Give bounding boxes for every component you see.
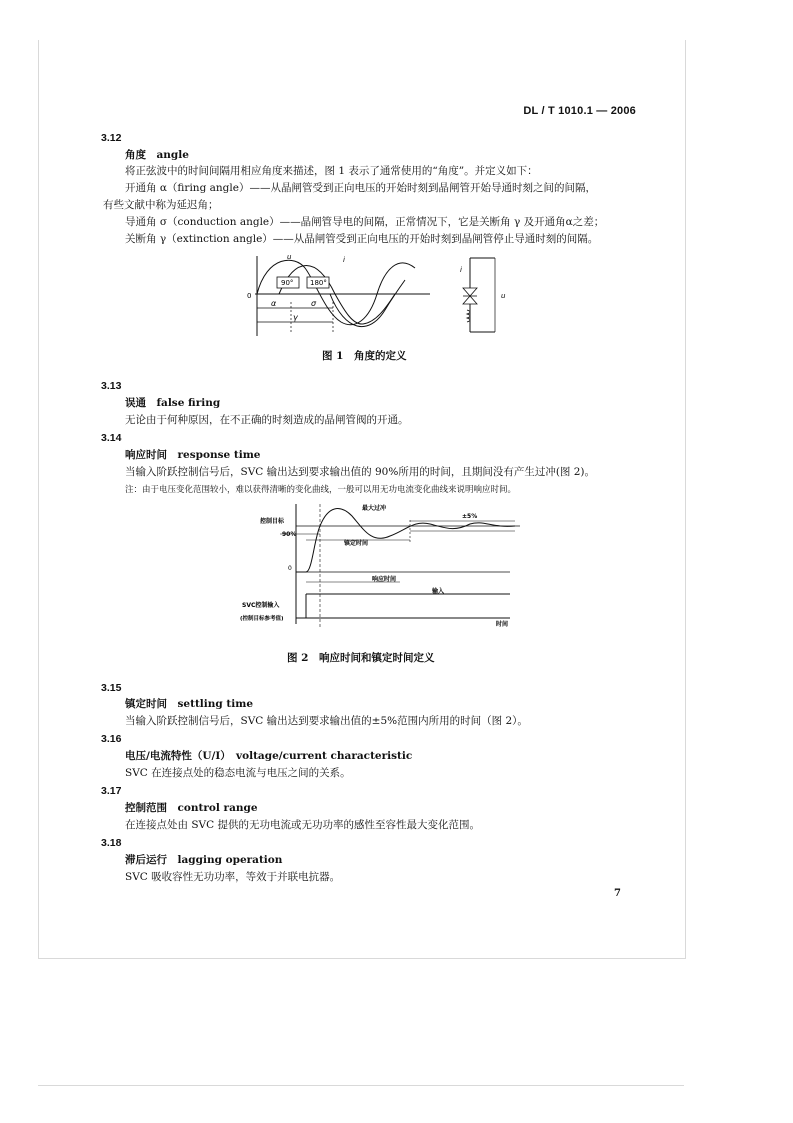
clause-term: 响应时间 response time xyxy=(125,449,261,461)
label-svc-input: SVC控制输入 xyxy=(242,602,280,609)
clause-term: 滞后运行 lagging operation xyxy=(125,854,283,866)
clause-term: 误通 false firing xyxy=(125,397,221,409)
label-pm5: ±5% xyxy=(462,513,478,520)
clause-text: 当输入阶跃控制信号后，SVC 输出达到要求输出值的±5%范围内所用的时间（图 2）。 xyxy=(125,715,528,727)
figure-2-response-diagram xyxy=(240,500,530,630)
figure-1-caption: 图 1 角度的定义 xyxy=(322,350,407,362)
figure-1-angle-diagram xyxy=(245,250,515,345)
clause-note: 注：由于电压变化范围较小，难以获得清晰的变化曲线，一般可以用无功电流变化曲线来说明响应时间。 xyxy=(125,485,517,495)
label-max-overshoot: 最大过冲 xyxy=(362,505,387,512)
clause-text: SVC 吸收容性无功功率，等效于并联电抗器。 xyxy=(125,871,341,883)
label-response-time: 响应时间 xyxy=(372,576,397,583)
clause-number: 3.16 xyxy=(101,733,122,745)
label-u-side: u xyxy=(501,292,506,300)
clause-text: 当输入阶跃控制信号后，SVC 输出达到要求输出值的 90%所用的时间，且期间没有产生过冲(图 2)。 xyxy=(125,466,596,478)
clause-term: 角度 angle xyxy=(125,149,189,161)
label-input: 输入 xyxy=(432,588,445,595)
label-180: 180° xyxy=(310,279,327,287)
label-u: u xyxy=(287,253,292,261)
label-origin: 0 xyxy=(247,292,252,300)
label-alpha: α xyxy=(271,299,277,308)
clause-number: 3.13 xyxy=(101,380,122,392)
label-settling-time: 镇定时间 xyxy=(344,540,369,547)
clause-text: 无论由于何种原因，在不正确的时刻造成的晶闸管阀的开通。 xyxy=(125,414,409,426)
label-zero: 0 xyxy=(288,565,292,572)
label-control-target: 控制目标 xyxy=(260,518,285,525)
label-time: 时间 xyxy=(496,621,509,628)
clause-text: 将正弦波中的时间间隔用相应角度来描述，图 1 表示了通常使用的“角度”。并定义如下： xyxy=(125,165,538,177)
clause-number: 3.12 xyxy=(101,132,122,144)
label-svc-input-sub: (控制目标参考值) xyxy=(240,616,284,622)
label-90pct: 90% xyxy=(282,531,297,538)
label-gamma: γ xyxy=(293,313,298,322)
bottom-rule xyxy=(38,1085,684,1086)
standard-number: DL / T 1010.1 — 2006 xyxy=(523,105,636,117)
clause-text: 有些文献中称为延迟角； xyxy=(103,199,219,211)
label-sigma: σ xyxy=(311,299,317,308)
clause-number: 3.17 xyxy=(101,785,122,797)
figure-2-caption: 图 2 响应时间和镇定时间定义 xyxy=(287,652,435,664)
clause-term: 镇定时间 settling time xyxy=(125,698,254,710)
clause-number: 3.15 xyxy=(101,682,122,694)
label-90: 90° xyxy=(281,279,294,287)
clause-term: 控制范围 control range xyxy=(125,802,258,814)
clause-text: 关断角 γ（extinction angle）——从晶闸管受到正向电压的开始时刻到晶闸管停止导通时刻的间隔。 xyxy=(125,233,599,245)
label-i-side: i xyxy=(460,266,462,274)
clause-number: 3.18 xyxy=(101,837,122,849)
clause-text: SVC 在连接点处的稳态电流与电压之间的关系。 xyxy=(125,767,351,779)
clause-number: 3.14 xyxy=(101,432,122,444)
clause-term: 电压/电流特性（U/I） voltage/current characteristic xyxy=(125,750,413,762)
label-i: i xyxy=(343,256,345,264)
clause-text: 导通角 σ（conduction angle）——晶闸管导电的间隔，正常情况下，它是关断角 γ 及开通角α之差； xyxy=(125,216,605,228)
clause-text: 开通角 α（firing angle）——从晶闸管受到正向电压的开始时刻到晶闸管开始导通时刻之间的间隔， xyxy=(125,182,596,194)
clause-text: 在连接点处由 SVC 提供的无功电流或无功功率的感性至容性最大变化范围。 xyxy=(125,819,480,831)
page-number: 7 xyxy=(614,888,621,899)
